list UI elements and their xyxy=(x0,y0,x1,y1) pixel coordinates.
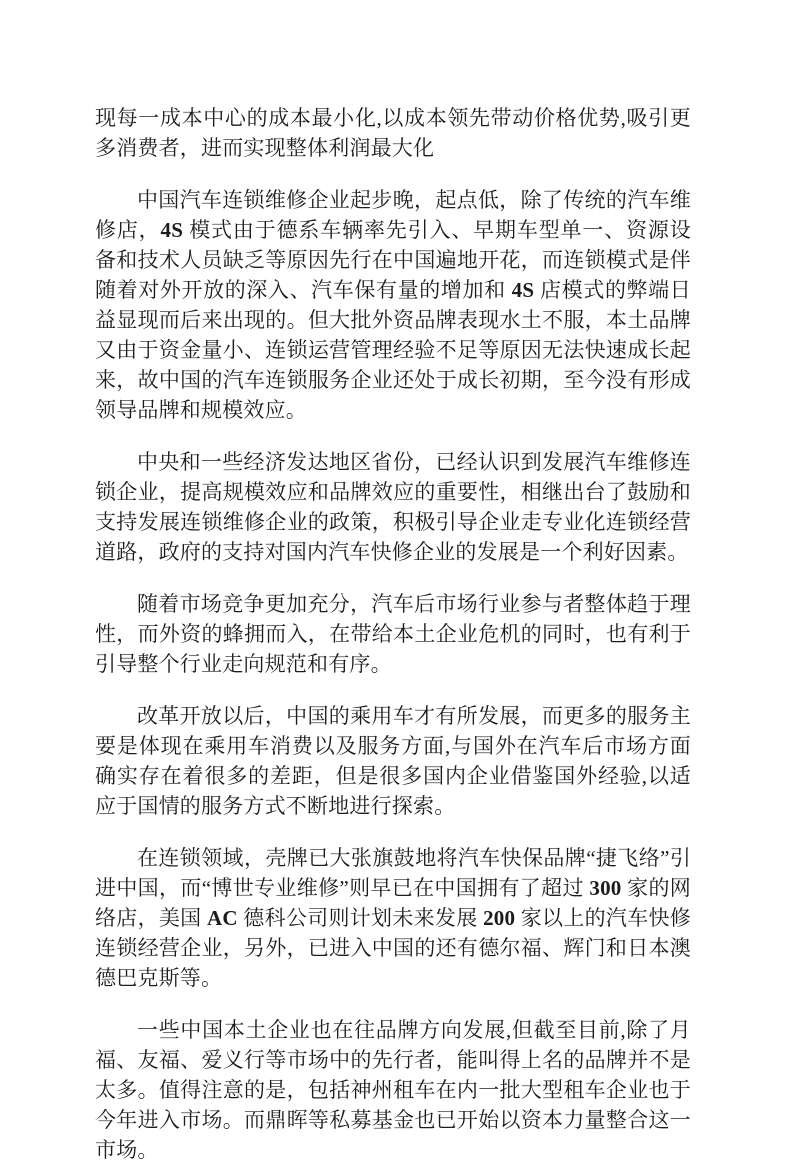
text-run: 中国汽车连锁维修企业起步晚，起点低，除了传统的汽车维修店， xyxy=(95,188,691,242)
paragraph xyxy=(95,589,691,679)
text-run: 模式由于德系车辆率先引入、早期车型单一、资源设备和技术人员缺乏等原因先行在中国遍地开花，而连锁模式是伴随着对外开放的深入、汽车保有量的增加和 xyxy=(95,218,691,302)
text-run: 家以上的汽车快修连锁经营企业，另外，已进入中国的还有德尔福、辉门和日本澳德巴克斯等。 xyxy=(95,906,691,990)
text-run: 中央和一些经济发达地区省份，已经认识到发展汽车维修连锁企业，提高规模效应和品牌效应的重要性，相继出台了鼓励和支持发展连锁维修企业的政策，积极引导企业走专业化连锁经营道路，政府的支持对国内汽车快修企业的发展是一个利好因素。 xyxy=(95,450,691,564)
paragraph xyxy=(95,185,691,425)
paragraph xyxy=(95,103,691,163)
paragraph xyxy=(95,447,691,567)
paragraph xyxy=(95,843,691,993)
document-content xyxy=(95,103,691,1165)
text-run: 家的网络店，美国 xyxy=(95,876,691,930)
text-run: 店模式的弊端日益显现而后来出现的。但大批外资品牌表现水土不服，本土品牌又由于资金量小、连锁运营管理经验不足等原因无法快速成长起来，故中国的汽车连锁服务企业还处于成长初期，至今没有形成领导品牌和规模效应。 xyxy=(95,278,691,422)
text-run: 在连锁领域，壳牌已大张旗鼓地将汽车快保品牌“捷飞络”引进中国，而“博世专业维修”则早已在中国拥有了超过 xyxy=(95,846,691,900)
paragraph xyxy=(95,1015,691,1165)
bold-text-run: 4S xyxy=(511,278,535,302)
bold-text-run: 4S xyxy=(160,218,184,242)
text-run: 德科公司则计划未来发展 xyxy=(237,906,484,930)
text-run: 随着市场竞争更加充分，汽车后市场行业参与者整体趋于理性，而外资的蜂拥而入，在带给本土企业危机的同时，也有利于引导整个行业走向规范和有序。 xyxy=(95,592,691,676)
text-run: 一些中国本土企业也在往品牌方向发展,但截至目前,除了月福、友福、爱义行等市场中的先行者，能叫得上名的品牌并不是太多。值得注意的是，包括神州租车在内一批大型租车企业也于今年进入市场。而鼎晖等私募基金也已开始以资本力量整合这一市场。 xyxy=(95,1018,691,1162)
bold-text-run: 200 xyxy=(483,906,516,930)
bold-text-run: 300 xyxy=(589,876,622,900)
paragraph xyxy=(95,701,691,821)
bold-text-run: AC xyxy=(207,906,238,930)
text-run: 现每一成本中心的成本最小化,以成本领先带动价格优势,吸引更多消费者，进而实现整体利润最大化 xyxy=(95,106,691,160)
text-run: 改革开放以后，中国的乘用车才有所发展，而更多的服务主要是体现在乘用车消费以及服务方面,与国外在汽车后市场方面确实存在着很多的差距，但是很多国内企业借鉴国外经验,以适应于国情的服务方式不断地进行探索。 xyxy=(95,704,691,818)
